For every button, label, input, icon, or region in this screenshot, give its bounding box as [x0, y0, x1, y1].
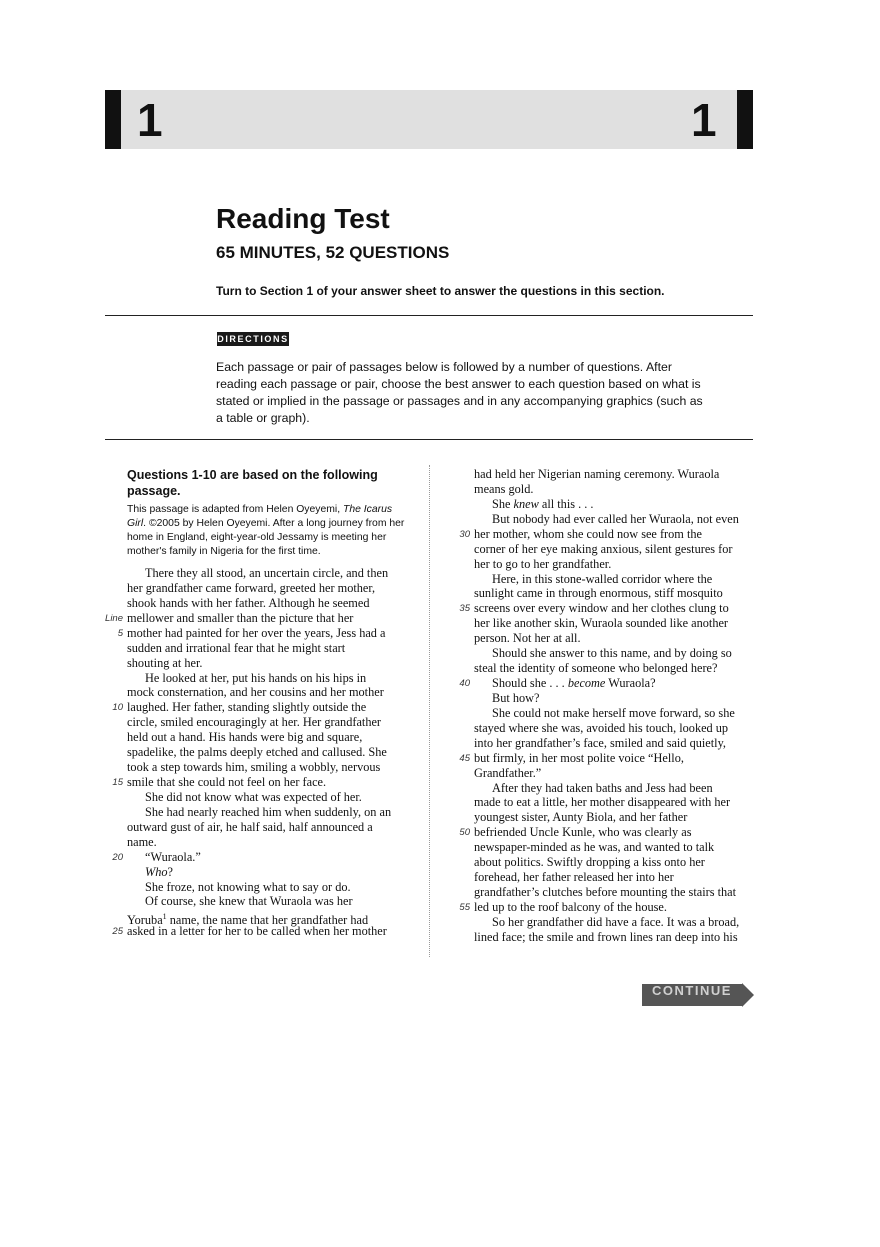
line-text: Should she answer to this name, and by doing so — [492, 646, 732, 661]
passage-line — [127, 775, 326, 790]
passage-line — [127, 611, 353, 626]
divider-bottom — [105, 439, 753, 440]
line-number: 20 — [112, 851, 123, 863]
continue-label: CONTINUE — [652, 983, 732, 998]
line-text: befriended Uncle Kunle, who was clearly as — [474, 825, 692, 840]
passage-line — [474, 482, 533, 497]
line-number: 40 — [459, 678, 470, 690]
line-text: But nobody had ever called her Wuraola, not even — [492, 511, 739, 526]
passage-line — [474, 900, 667, 915]
passage-line — [145, 880, 351, 895]
divider-top — [105, 315, 753, 316]
passage-line — [474, 795, 730, 810]
line-text: Wuraola? — [605, 676, 656, 691]
passage-line — [474, 616, 728, 631]
line-text: about politics. Swiftly dropping a kiss onto her — [474, 855, 705, 870]
line-text: had held her Nigerian naming ceremony. Wuraola — [474, 467, 720, 481]
passage-line — [127, 700, 366, 715]
passage-line — [492, 497, 593, 512]
line-text: There they all stood, an uncertain circle, and then — [145, 566, 389, 580]
line-text: her mother, whom she could now see from the — [474, 526, 702, 541]
passage-line — [474, 885, 736, 900]
line-number: 25 — [112, 926, 123, 938]
line-text: took a step towards him, smiling a wobbly, nervous — [127, 760, 381, 775]
line-text: her like another skin, Wuraola sounded like another — [474, 616, 729, 631]
section-number-right: 1 — [691, 94, 717, 146]
passage-line — [492, 676, 656, 691]
line-text: “Wuraola.” — [145, 849, 201, 864]
line-text: Yoruba — [127, 913, 163, 928]
line-number: 5 — [117, 627, 123, 639]
line-text: name, the name that her grandfather had — [166, 913, 369, 928]
passage-line — [127, 730, 362, 745]
line-text: all this . . . — [538, 496, 594, 511]
passage-intro — [127, 503, 407, 559]
passage-line — [474, 527, 702, 542]
line-text: but firmly, in her most polite voice “Hello, — [474, 750, 684, 765]
line-text: Who — [145, 864, 168, 879]
line-text: become — [567, 676, 606, 691]
line-text: spadelike, the palms deeply etched and callused. She — [127, 745, 387, 760]
passage-line — [474, 601, 729, 616]
line-text: led up to the roof balcony of the house. — [474, 899, 667, 914]
passage-line — [474, 751, 684, 766]
line-text: lined face; the smile and frown lines ran deep into his — [474, 929, 738, 944]
passage-line — [492, 691, 539, 706]
line-text: screens over every window and her clothes clung to — [474, 601, 729, 616]
passage-line — [127, 715, 381, 730]
footnote-marker: 1 — [162, 912, 167, 922]
line-text: stayed where she was, avoided his touch, looked up — [474, 720, 729, 735]
line-text: ? — [167, 864, 174, 879]
passage-line — [474, 840, 714, 855]
passage-line — [127, 626, 385, 641]
line-number: 50 — [459, 827, 470, 839]
continue-button[interactable] — [642, 983, 754, 1007]
line-text: Of course, she knew that Wuraola was her — [145, 894, 353, 909]
passage-line — [474, 557, 611, 572]
passage-line — [145, 850, 201, 865]
line-text: She did not know what was expected of her. — [145, 789, 362, 804]
passage-line — [474, 870, 674, 885]
passage-line — [127, 745, 387, 760]
passage-line — [127, 641, 345, 656]
line-text: knew — [513, 496, 539, 511]
line-text: So her grandfather did have a face. It was a broad, — [492, 914, 740, 929]
line-text: person. Not her at all. — [474, 631, 581, 646]
line-number: 30 — [459, 528, 470, 540]
passage-line — [474, 736, 726, 751]
line-text: youngest sister, Aunty Biola, and her father — [474, 810, 688, 825]
line-text: corner of her eye making anxious, silent gestures for — [474, 541, 733, 556]
line-text: He looked at her, put his hands on his hips in — [145, 670, 367, 685]
passage-line — [127, 581, 375, 596]
line-number: 10 — [112, 702, 123, 714]
passage-line — [474, 766, 541, 781]
line-text: newspaper-minded as he was, and wanted to talk — [474, 840, 715, 855]
line-label: Line — [105, 612, 123, 624]
intro-after: . ©2005 by Helen Oyeyemi. After a long journey from her home in England, eight-year-old Jessamy is meeting her mother's family in Nigeria for the first time. — [127, 518, 405, 557]
intro-before: This passage is adapted from Helen Oyeyemi, — [127, 504, 343, 515]
line-text: After they had taken baths and Jess had been — [492, 780, 713, 795]
line-text: She froze, not knowing what to say or do. — [145, 879, 351, 894]
section-header-bar — [105, 90, 753, 149]
passage-line — [145, 894, 353, 909]
passage-line — [492, 915, 739, 930]
passage-line — [474, 542, 733, 557]
passage-line — [474, 467, 719, 482]
section-marker-right — [737, 90, 753, 149]
book-title: The Icarus Girl — [127, 504, 393, 529]
passage-line — [127, 685, 384, 700]
passage-line — [145, 671, 366, 686]
passage-line — [492, 706, 735, 721]
line-text: name. — [127, 834, 157, 849]
line-text: asked in a letter for her to be called when her mother — [127, 924, 387, 939]
passage-line — [492, 646, 732, 661]
line-number: 55 — [459, 901, 470, 913]
passage-line — [492, 512, 739, 527]
line-text: means gold. — [474, 481, 534, 496]
line-text: forehead, her father released her into her — [474, 870, 674, 885]
line-text: into her grandfather’s face, smiled and said quietly, — [474, 735, 727, 750]
line-text: She could not make herself move forward, so she — [492, 705, 735, 720]
line-text: mock consternation, and her cousins and her mother — [127, 685, 384, 700]
line-text: her to go to her grandfather. — [474, 556, 612, 571]
passage-line — [145, 790, 362, 805]
line-text: steal the identity of someone who belonged here? — [474, 661, 718, 676]
line-text: laughed. Her father, standing slightly outside the — [127, 700, 367, 715]
line-text: held out a hand. His hands were big and square, — [127, 730, 363, 745]
line-text: But how? — [492, 690, 540, 705]
line-text: made to eat a little, her mother disappeared with her — [474, 795, 731, 810]
questions-heading: Questions 1-10 are based on the following passage. — [127, 468, 378, 498]
line-text: smile that she could not feel on her face. — [127, 775, 327, 790]
passage-line — [127, 820, 373, 835]
line-number: 45 — [459, 752, 470, 764]
line-text: her grandfather came forward, greeted her mother, — [127, 580, 376, 595]
line-text: Should she . . . — [492, 676, 568, 691]
line-text: grandfather’s clutches before mounting the stairs that — [474, 885, 737, 900]
column-divider — [429, 465, 430, 957]
directions-text: Each passage or pair of passages below is followed by a number of questions. After reading each passage or pair, choose the best answer to each question based on what is stated or implied in the passage or passages and in any accompanying graphics (such as a table or graph). — [216, 360, 703, 425]
passage-line — [474, 855, 705, 870]
passage-line — [474, 586, 723, 601]
line-text: Grandfather.” — [474, 765, 542, 780]
passage-line — [127, 656, 202, 671]
passage-line — [492, 781, 713, 796]
answer-sheet-instruction: Turn to Section 1 of your answer sheet to answer the questions in this section. — [216, 284, 665, 298]
line-text: shouting at her. — [127, 655, 203, 670]
directions-badge: DIRECTIONS — [217, 334, 289, 344]
passage-line — [474, 721, 728, 736]
passage-line — [474, 661, 717, 676]
passage-line — [145, 566, 388, 581]
passage-line — [127, 596, 369, 611]
line-text: She — [492, 496, 514, 511]
line-text: mellower and smaller than the picture that her — [127, 610, 354, 625]
passage-line — [474, 631, 581, 646]
line-text: sunlight came in through enormous, stiff mosquito — [474, 586, 723, 601]
line-text: outward gust of air, he half said, half announced a — [127, 819, 373, 834]
section-marker-left — [105, 90, 121, 149]
passage-line — [127, 835, 157, 850]
passage-line — [127, 924, 387, 939]
section-number-left: 1 — [137, 94, 163, 146]
line-text: shook hands with her father. Although he seemed — [127, 595, 370, 610]
passage-line — [474, 825, 692, 840]
line-number: 35 — [459, 603, 470, 615]
passage-line — [474, 930, 738, 945]
passage-line — [145, 865, 173, 880]
line-text: sudden and irrational fear that he might start — [127, 640, 346, 655]
passage-line — [127, 760, 380, 775]
line-text: mother had painted for her over the years, Jess had a — [127, 625, 386, 640]
line-text: She had nearly reached him when suddenly, on an — [145, 804, 392, 819]
passage-line — [145, 805, 391, 820]
page-subtitle: 65 MINUTES, 52 QUESTIONS — [216, 243, 450, 262]
passage-line — [474, 810, 687, 825]
line-text: Here, in this stone-walled corridor where the — [492, 571, 713, 586]
passage-line — [492, 572, 712, 587]
line-text: circle, smiled encouragingly at her. Her grandfather — [127, 715, 382, 730]
page-title: Reading Test — [216, 203, 390, 234]
line-number: 15 — [112, 777, 123, 789]
